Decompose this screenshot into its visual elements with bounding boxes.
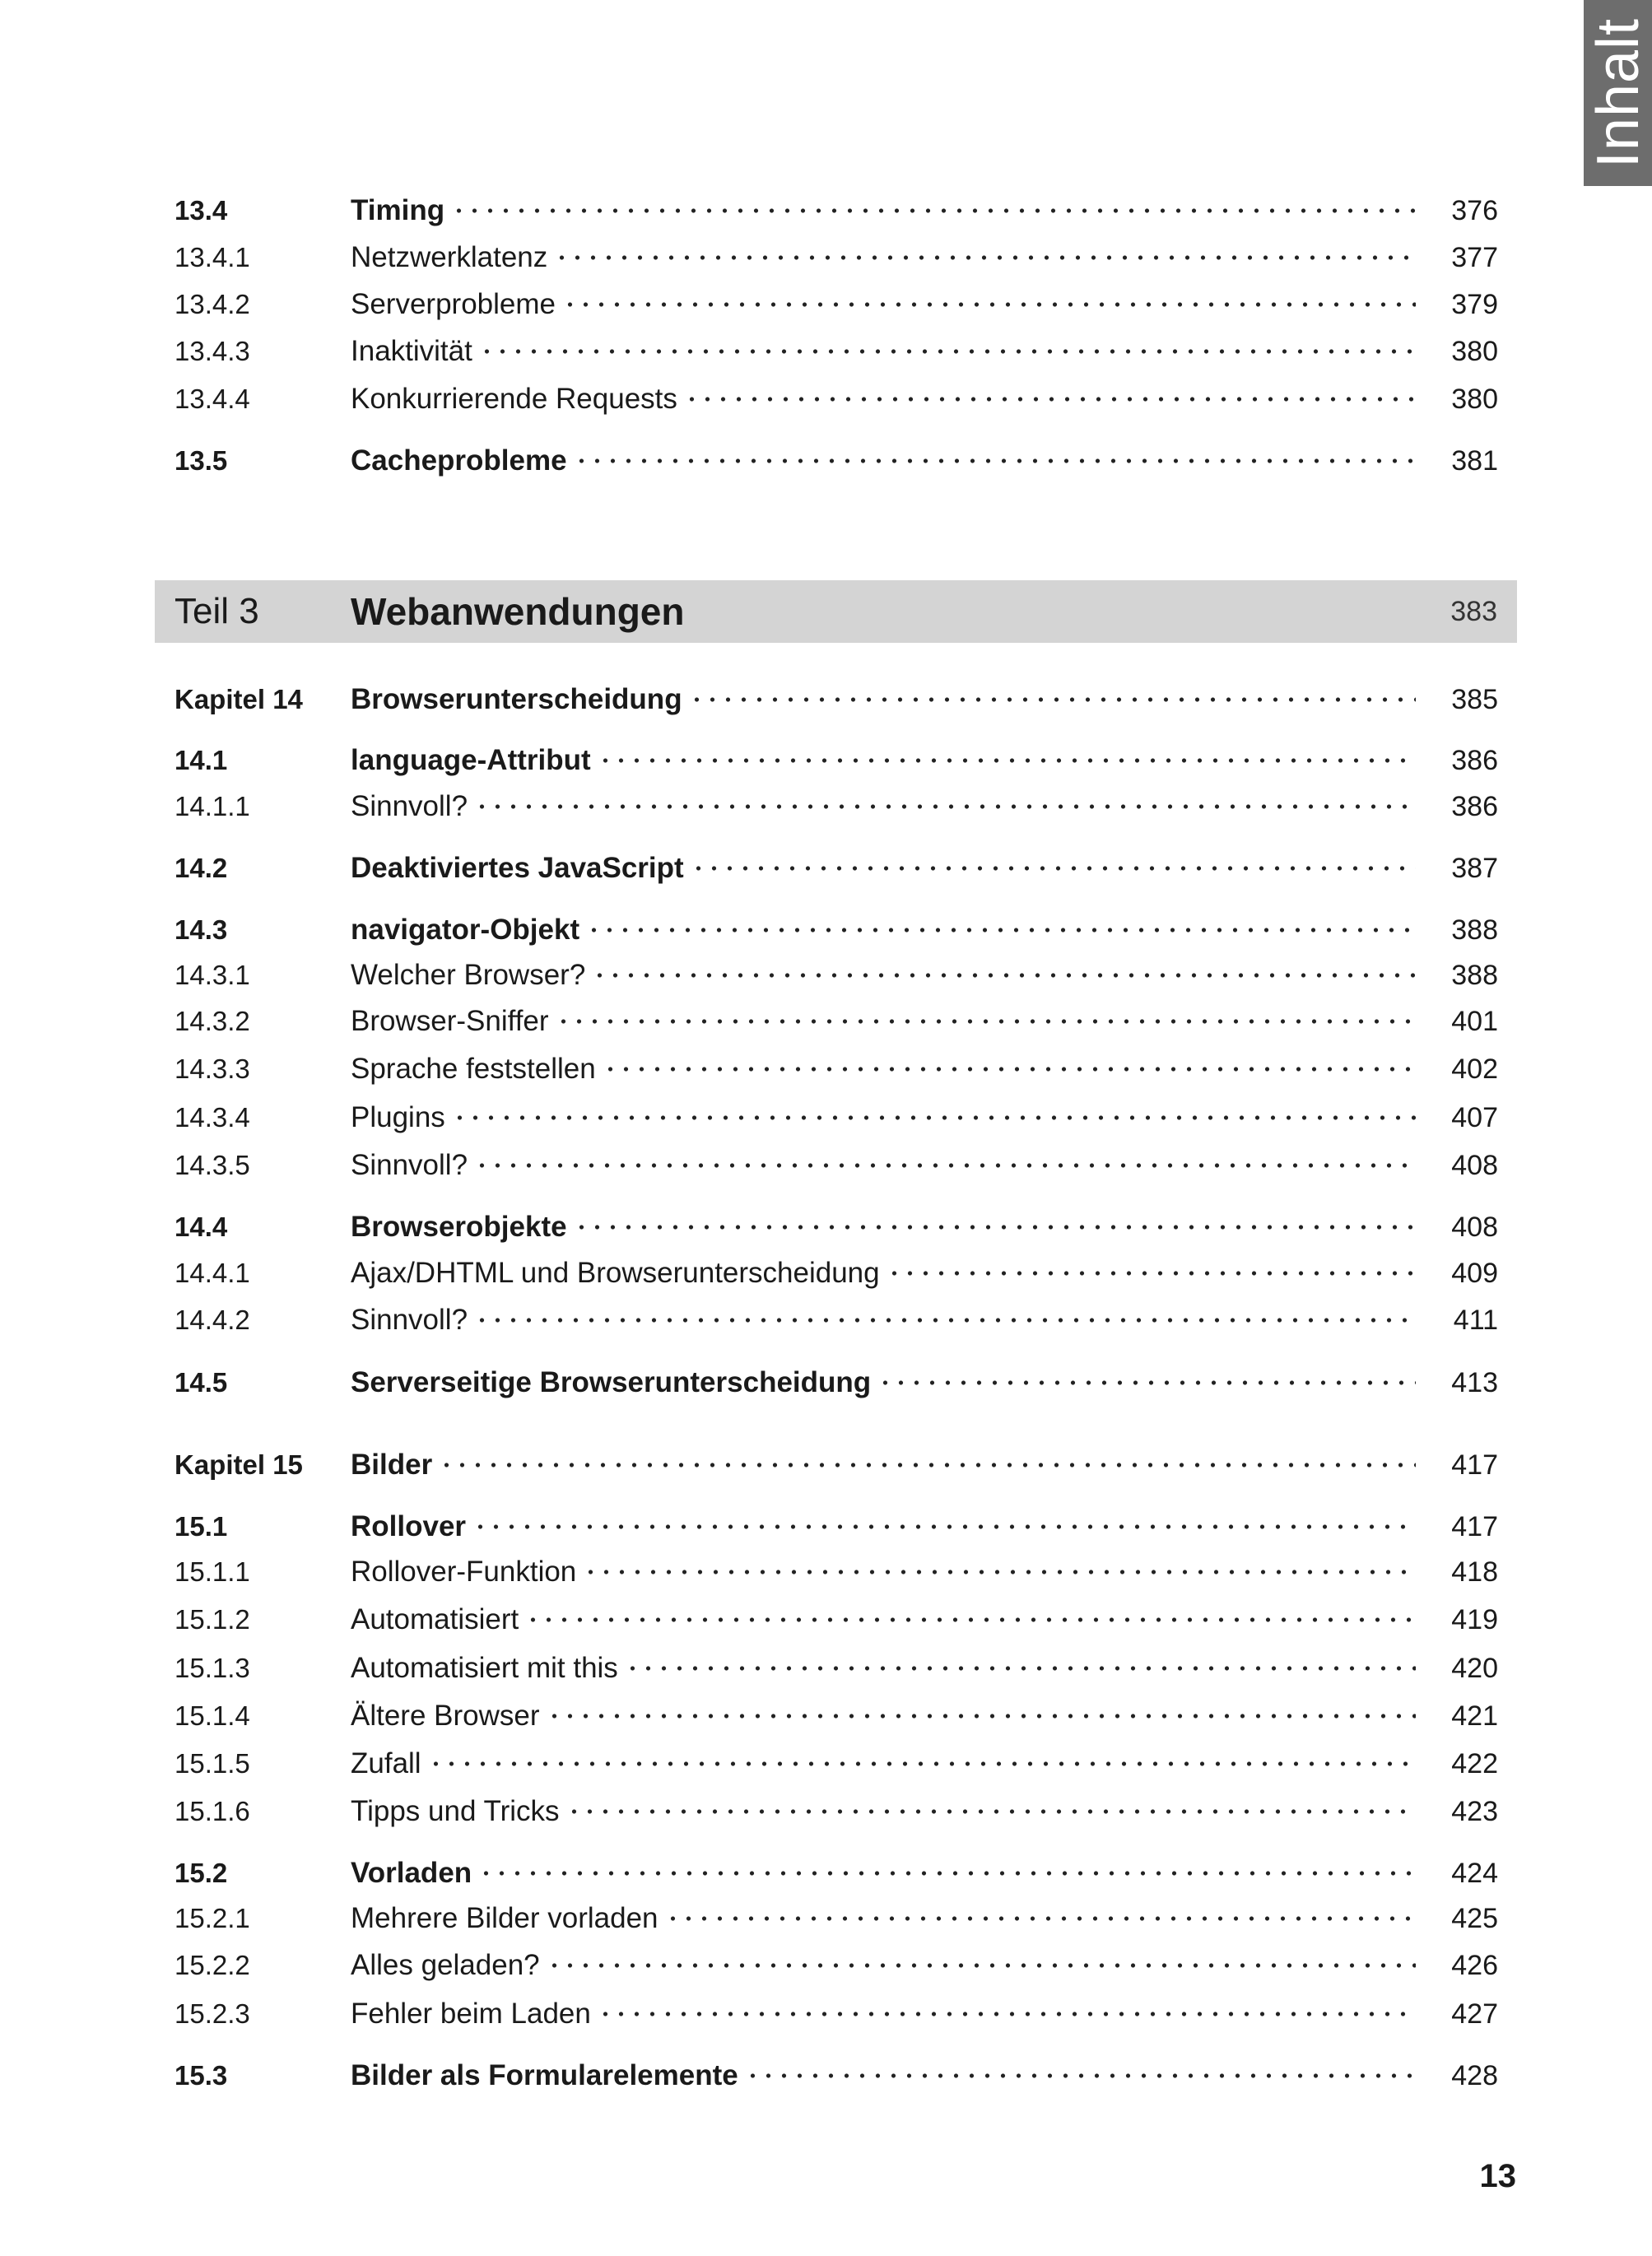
toc-entry-page: 417 xyxy=(1451,1510,1498,1542)
toc-entry-title-text: Browserobjekte xyxy=(351,1211,567,1243)
toc-entry-title xyxy=(351,1652,1449,1685)
toc-entry-number: Kapitel 15 xyxy=(175,1449,303,1480)
toc-entry-title xyxy=(351,444,1449,477)
toc-entry-number: 14.3.4 xyxy=(175,1102,250,1133)
toc-entry xyxy=(175,235,1498,281)
toc-entry-page: 408 xyxy=(1451,1149,1498,1181)
toc-entry-page: 386 xyxy=(1451,790,1498,822)
toc-entry-page: 413 xyxy=(1451,1366,1498,1398)
toc-entry-title-text: Serverseitige Browserunterscheidung xyxy=(351,1366,872,1398)
toc-entry-title xyxy=(351,1998,1449,2030)
toc-entry xyxy=(175,1741,1498,1787)
toc-entry xyxy=(175,1046,1498,1092)
toc-entry-number: 15.1.6 xyxy=(175,1796,250,1826)
dot-leader xyxy=(665,1916,1416,1921)
toc-entry-page: 425 xyxy=(1451,1902,1498,1934)
toc-entry-title-text: Timing xyxy=(351,194,445,226)
dot-leader xyxy=(684,397,1416,402)
dot-leader xyxy=(474,1163,1416,1168)
toc-entry-page: 422 xyxy=(1451,1747,1498,1779)
toc-entry xyxy=(175,281,1498,328)
toc-entry xyxy=(175,1896,1498,1942)
toc-entry xyxy=(175,1693,1498,1739)
toc-entry-page: 402 xyxy=(1451,1053,1498,1085)
toc-entry xyxy=(175,1991,1498,2037)
dot-leader xyxy=(451,208,1416,213)
toc-entry-title-text: Sinnvoll? xyxy=(351,790,468,822)
section-tab-label: Inhalt xyxy=(1585,17,1651,169)
dot-leader xyxy=(474,1318,1416,1323)
dot-leader xyxy=(583,1570,1416,1575)
toc-entry-page: 388 xyxy=(1451,914,1498,946)
toc-entry-number: 13.5 xyxy=(175,445,228,476)
toc-entry-page: 428 xyxy=(1451,2059,1498,2091)
toc-entry-title xyxy=(351,1949,1449,1982)
toc-entry-page: 386 xyxy=(1451,744,1498,776)
toc-entry-title-text: Konkurrierende Requests xyxy=(351,383,677,415)
toc-entry-page: 420 xyxy=(1451,1652,1498,1684)
toc-entry-number: 15.2.1 xyxy=(175,1903,250,1933)
dot-leader xyxy=(472,1524,1416,1529)
toc-entry xyxy=(175,1250,1498,1296)
dot-leader xyxy=(592,973,1416,978)
toc-entry-title-text: Browserunterscheidung xyxy=(351,683,682,715)
section-tab xyxy=(1584,0,1652,186)
toc-entry xyxy=(175,1360,1498,1406)
toc-entry-title xyxy=(351,1211,1449,1244)
toc-entry-number: 14.3.5 xyxy=(175,1150,250,1180)
toc-entry-number: 15.1.1 xyxy=(175,1556,250,1587)
dot-leader xyxy=(547,1963,1416,1968)
toc-entry xyxy=(175,1549,1498,1595)
toc-entry-title-text: Rollover-Funktion xyxy=(351,1556,577,1588)
toc-entry xyxy=(175,1942,1498,1989)
toc-entry-number: 14.3.3 xyxy=(175,1054,250,1084)
toc-entry-title xyxy=(351,1149,1449,1182)
toc-entry-title xyxy=(351,288,1449,321)
toc-entry xyxy=(175,677,1498,723)
toc-entry-title xyxy=(351,1005,1449,1038)
dot-leader xyxy=(556,1019,1416,1024)
dot-leader xyxy=(474,804,1416,809)
toc-entry-title-text: Serverprobleme xyxy=(351,288,556,320)
toc-entry-title-text: Welcher Browser? xyxy=(351,959,586,991)
toc-entry xyxy=(175,952,1498,998)
toc-entry-title-text: Plugins xyxy=(351,1101,445,1133)
toc-entry-title-text: Ältere Browser xyxy=(351,1700,540,1732)
toc-entry-title xyxy=(351,914,1449,947)
toc-entry-number: 14.1.1 xyxy=(175,791,250,821)
part-header xyxy=(155,580,1517,643)
toc-entry-page: 407 xyxy=(1451,1101,1498,1133)
dot-leader xyxy=(452,1115,1416,1120)
toc-entry xyxy=(175,1850,1498,1896)
toc-entry-number: 14.3.1 xyxy=(175,960,250,990)
toc-entry-title-text: navigator-Objekt xyxy=(351,914,580,946)
toc-entry-number: 13.4 xyxy=(175,195,228,226)
toc-entry xyxy=(175,1095,1498,1141)
toc-entry-title-text: Bilder als Formularelemente xyxy=(351,2059,738,2091)
toc-entry-title-text: Fehler beim Laden xyxy=(351,1998,591,2030)
toc-entry-number: 15.3 xyxy=(175,2060,228,2091)
toc-entry xyxy=(175,1297,1498,1343)
toc-entry xyxy=(175,1645,1498,1691)
dot-leader xyxy=(598,2012,1416,2016)
toc-entry-title-text: Ajax/DHTML und Browserunterscheidung xyxy=(351,1257,880,1289)
toc-entry-title xyxy=(351,1366,1449,1399)
dot-leader xyxy=(586,928,1416,933)
toc-entry-title xyxy=(351,335,1449,368)
toc-entry-title-text: Vorladen xyxy=(351,1857,472,1889)
toc-entry-title-text: Sinnvoll? xyxy=(351,1304,468,1336)
dot-leader xyxy=(689,697,1416,702)
part-page: 383 xyxy=(1450,595,1497,627)
toc-entry xyxy=(175,1204,1498,1250)
toc-entry-page: 408 xyxy=(1451,1211,1498,1243)
toc-entry-page: 381 xyxy=(1451,444,1498,477)
toc-entry-title-text: Cacheprobleme xyxy=(351,444,567,477)
toc-entry-title xyxy=(351,1510,1449,1543)
toc-entry xyxy=(175,1504,1498,1550)
toc-entry xyxy=(175,2053,1498,2099)
toc-entry-number: 15.1.4 xyxy=(175,1700,250,1731)
toc-entry-page: 388 xyxy=(1451,959,1498,991)
toc-entry-title xyxy=(351,1902,1449,1935)
toc-entry xyxy=(175,998,1498,1044)
toc-entry-page: 409 xyxy=(1451,1257,1498,1289)
toc-entry-title-text: Zufall xyxy=(351,1747,421,1779)
toc-entry-title xyxy=(351,1449,1449,1482)
toc-entry-page: 377 xyxy=(1451,241,1498,273)
dot-leader xyxy=(525,1617,1416,1622)
toc-entry-title xyxy=(351,1257,1449,1290)
toc-entry-title xyxy=(351,1795,1449,1828)
toc-entry-title xyxy=(351,1857,1449,1890)
toc-entry-title xyxy=(351,383,1449,416)
toc-entry xyxy=(175,188,1498,234)
toc-entry xyxy=(175,438,1498,484)
toc-entry-number: 15.1 xyxy=(175,1511,228,1542)
toc-entry-number: 13.4.4 xyxy=(175,384,250,414)
toc-entry-title-text: Netzwerklatenz xyxy=(351,241,548,273)
toc-entry xyxy=(175,376,1498,422)
toc-entry-page: 427 xyxy=(1451,1998,1498,2030)
toc-entry-page: 424 xyxy=(1451,1857,1498,1889)
toc-entry-page: 421 xyxy=(1451,1700,1498,1732)
toc-entry-title-text: language-Attribut xyxy=(351,744,591,776)
dot-leader xyxy=(479,349,1416,354)
toc-entry-page: 418 xyxy=(1451,1556,1498,1588)
toc-entry xyxy=(175,1142,1498,1188)
toc-entry-title xyxy=(351,683,1449,716)
toc-entry xyxy=(175,845,1498,891)
toc-entry-number: 15.2.3 xyxy=(175,1998,250,2029)
toc-entry-title-text: Automatisiert xyxy=(351,1603,519,1635)
toc-entry-number: 14.3.2 xyxy=(175,1006,250,1036)
dot-leader xyxy=(574,458,1416,463)
toc-entry-page: 426 xyxy=(1451,1949,1498,1981)
toc-entry xyxy=(175,328,1498,374)
toc-entry-number: 13.4.2 xyxy=(175,289,250,319)
toc-entry-title-text: Bilder xyxy=(351,1449,433,1481)
toc-entry-title-text: Mehrere Bilder vorladen xyxy=(351,1902,658,1934)
toc-entry-title xyxy=(351,744,1449,777)
toc-entry-number: 14.4 xyxy=(175,1212,228,1242)
toc-entry-number: 15.1.2 xyxy=(175,1604,250,1635)
dot-leader xyxy=(562,302,1416,307)
toc-entry-number: 13.4.1 xyxy=(175,242,250,272)
toc-entry-title-text: Sinnvoll? xyxy=(351,1149,468,1181)
toc-entry-title-text: Tipps und Tricks xyxy=(351,1795,560,1827)
toc-entry-title xyxy=(351,1304,1449,1337)
dot-leader xyxy=(547,1714,1416,1719)
toc-entry-title-text: Automatisiert mit this xyxy=(351,1652,618,1684)
toc-entry-number: 14.1 xyxy=(175,745,228,775)
toc-entry-page: 387 xyxy=(1451,852,1498,884)
toc-entry-title xyxy=(351,2059,1449,2092)
toc-entry-title-text: Inaktivität xyxy=(351,335,472,367)
toc-entry-number: 15.2 xyxy=(175,1858,228,1888)
dot-leader xyxy=(691,866,1416,871)
dot-leader xyxy=(745,2073,1416,2078)
toc-entry xyxy=(175,784,1498,830)
dot-leader xyxy=(603,1067,1416,1072)
toc-entry-number: 14.4.2 xyxy=(175,1305,250,1335)
toc-entry-number: 15.2.2 xyxy=(175,1950,250,1980)
toc-entry-title xyxy=(351,1556,1449,1589)
toc-entry-page: 401 xyxy=(1451,1005,1498,1037)
dot-leader xyxy=(574,1225,1416,1230)
toc-entry-page: 385 xyxy=(1451,683,1498,715)
toc-entry-title xyxy=(351,1053,1449,1086)
toc-entry-title-text: Alles geladen? xyxy=(351,1949,540,1981)
toc-entry xyxy=(175,1442,1498,1488)
toc-entry-title-text: Sprache feststellen xyxy=(351,1053,596,1085)
toc-entry-page: 417 xyxy=(1451,1449,1498,1481)
toc-entry-page: 376 xyxy=(1451,194,1498,226)
toc-entry-title xyxy=(351,194,1449,227)
toc-entry-number: 13.4.3 xyxy=(175,336,250,366)
dot-leader xyxy=(886,1271,1416,1276)
toc-entry xyxy=(175,1597,1498,1643)
toc-entry-title xyxy=(351,241,1449,274)
toc-entry-page: 411 xyxy=(1453,1304,1498,1336)
toc-entry-page: 379 xyxy=(1451,288,1498,320)
toc-entry-title xyxy=(351,1747,1449,1780)
toc-entry-page: 419 xyxy=(1451,1603,1498,1635)
part-number: Teil 3 xyxy=(175,591,259,631)
toc-entry-title xyxy=(351,1101,1449,1134)
page-number: 13 xyxy=(1479,2158,1516,2194)
toc-entry-number: 15.1.3 xyxy=(175,1653,250,1683)
dot-leader xyxy=(598,758,1416,763)
toc-entry-number: 14.3 xyxy=(175,914,228,945)
toc-entry-title xyxy=(351,790,1449,823)
toc-entry-number: Kapitel 14 xyxy=(175,684,303,714)
toc-entry-number: 14.5 xyxy=(175,1367,228,1398)
dot-leader xyxy=(566,1809,1416,1814)
toc-entry xyxy=(175,1789,1498,1835)
toc-entry-title-text: Browser-Sniffer xyxy=(351,1005,549,1037)
toc-entry-number: 14.4.1 xyxy=(175,1258,250,1288)
toc-entry-title-text: Deaktiviertes JavaScript xyxy=(351,852,684,884)
toc-entry-number: 15.1.5 xyxy=(175,1748,250,1779)
toc-entry-title-text: Rollover xyxy=(351,1510,467,1542)
toc-entry-page: 423 xyxy=(1451,1795,1498,1827)
dot-leader xyxy=(877,1380,1416,1385)
toc-entry-page: 380 xyxy=(1451,335,1498,367)
toc-entry-title xyxy=(351,959,1449,992)
toc-entry-number: 14.2 xyxy=(175,853,228,883)
toc-entry-page: 380 xyxy=(1451,383,1498,415)
dot-leader xyxy=(554,255,1416,260)
dot-leader xyxy=(625,1666,1416,1671)
dot-leader xyxy=(478,1871,1416,1876)
toc-entry xyxy=(175,907,1498,953)
toc-entry-title xyxy=(351,1603,1449,1636)
toc-entry xyxy=(175,737,1498,784)
part-title: Webanwendungen xyxy=(351,590,685,633)
toc-entry-title xyxy=(351,852,1449,885)
toc-entry-title xyxy=(351,1700,1449,1733)
dot-leader xyxy=(428,1761,1416,1766)
dot-leader xyxy=(439,1463,1416,1468)
